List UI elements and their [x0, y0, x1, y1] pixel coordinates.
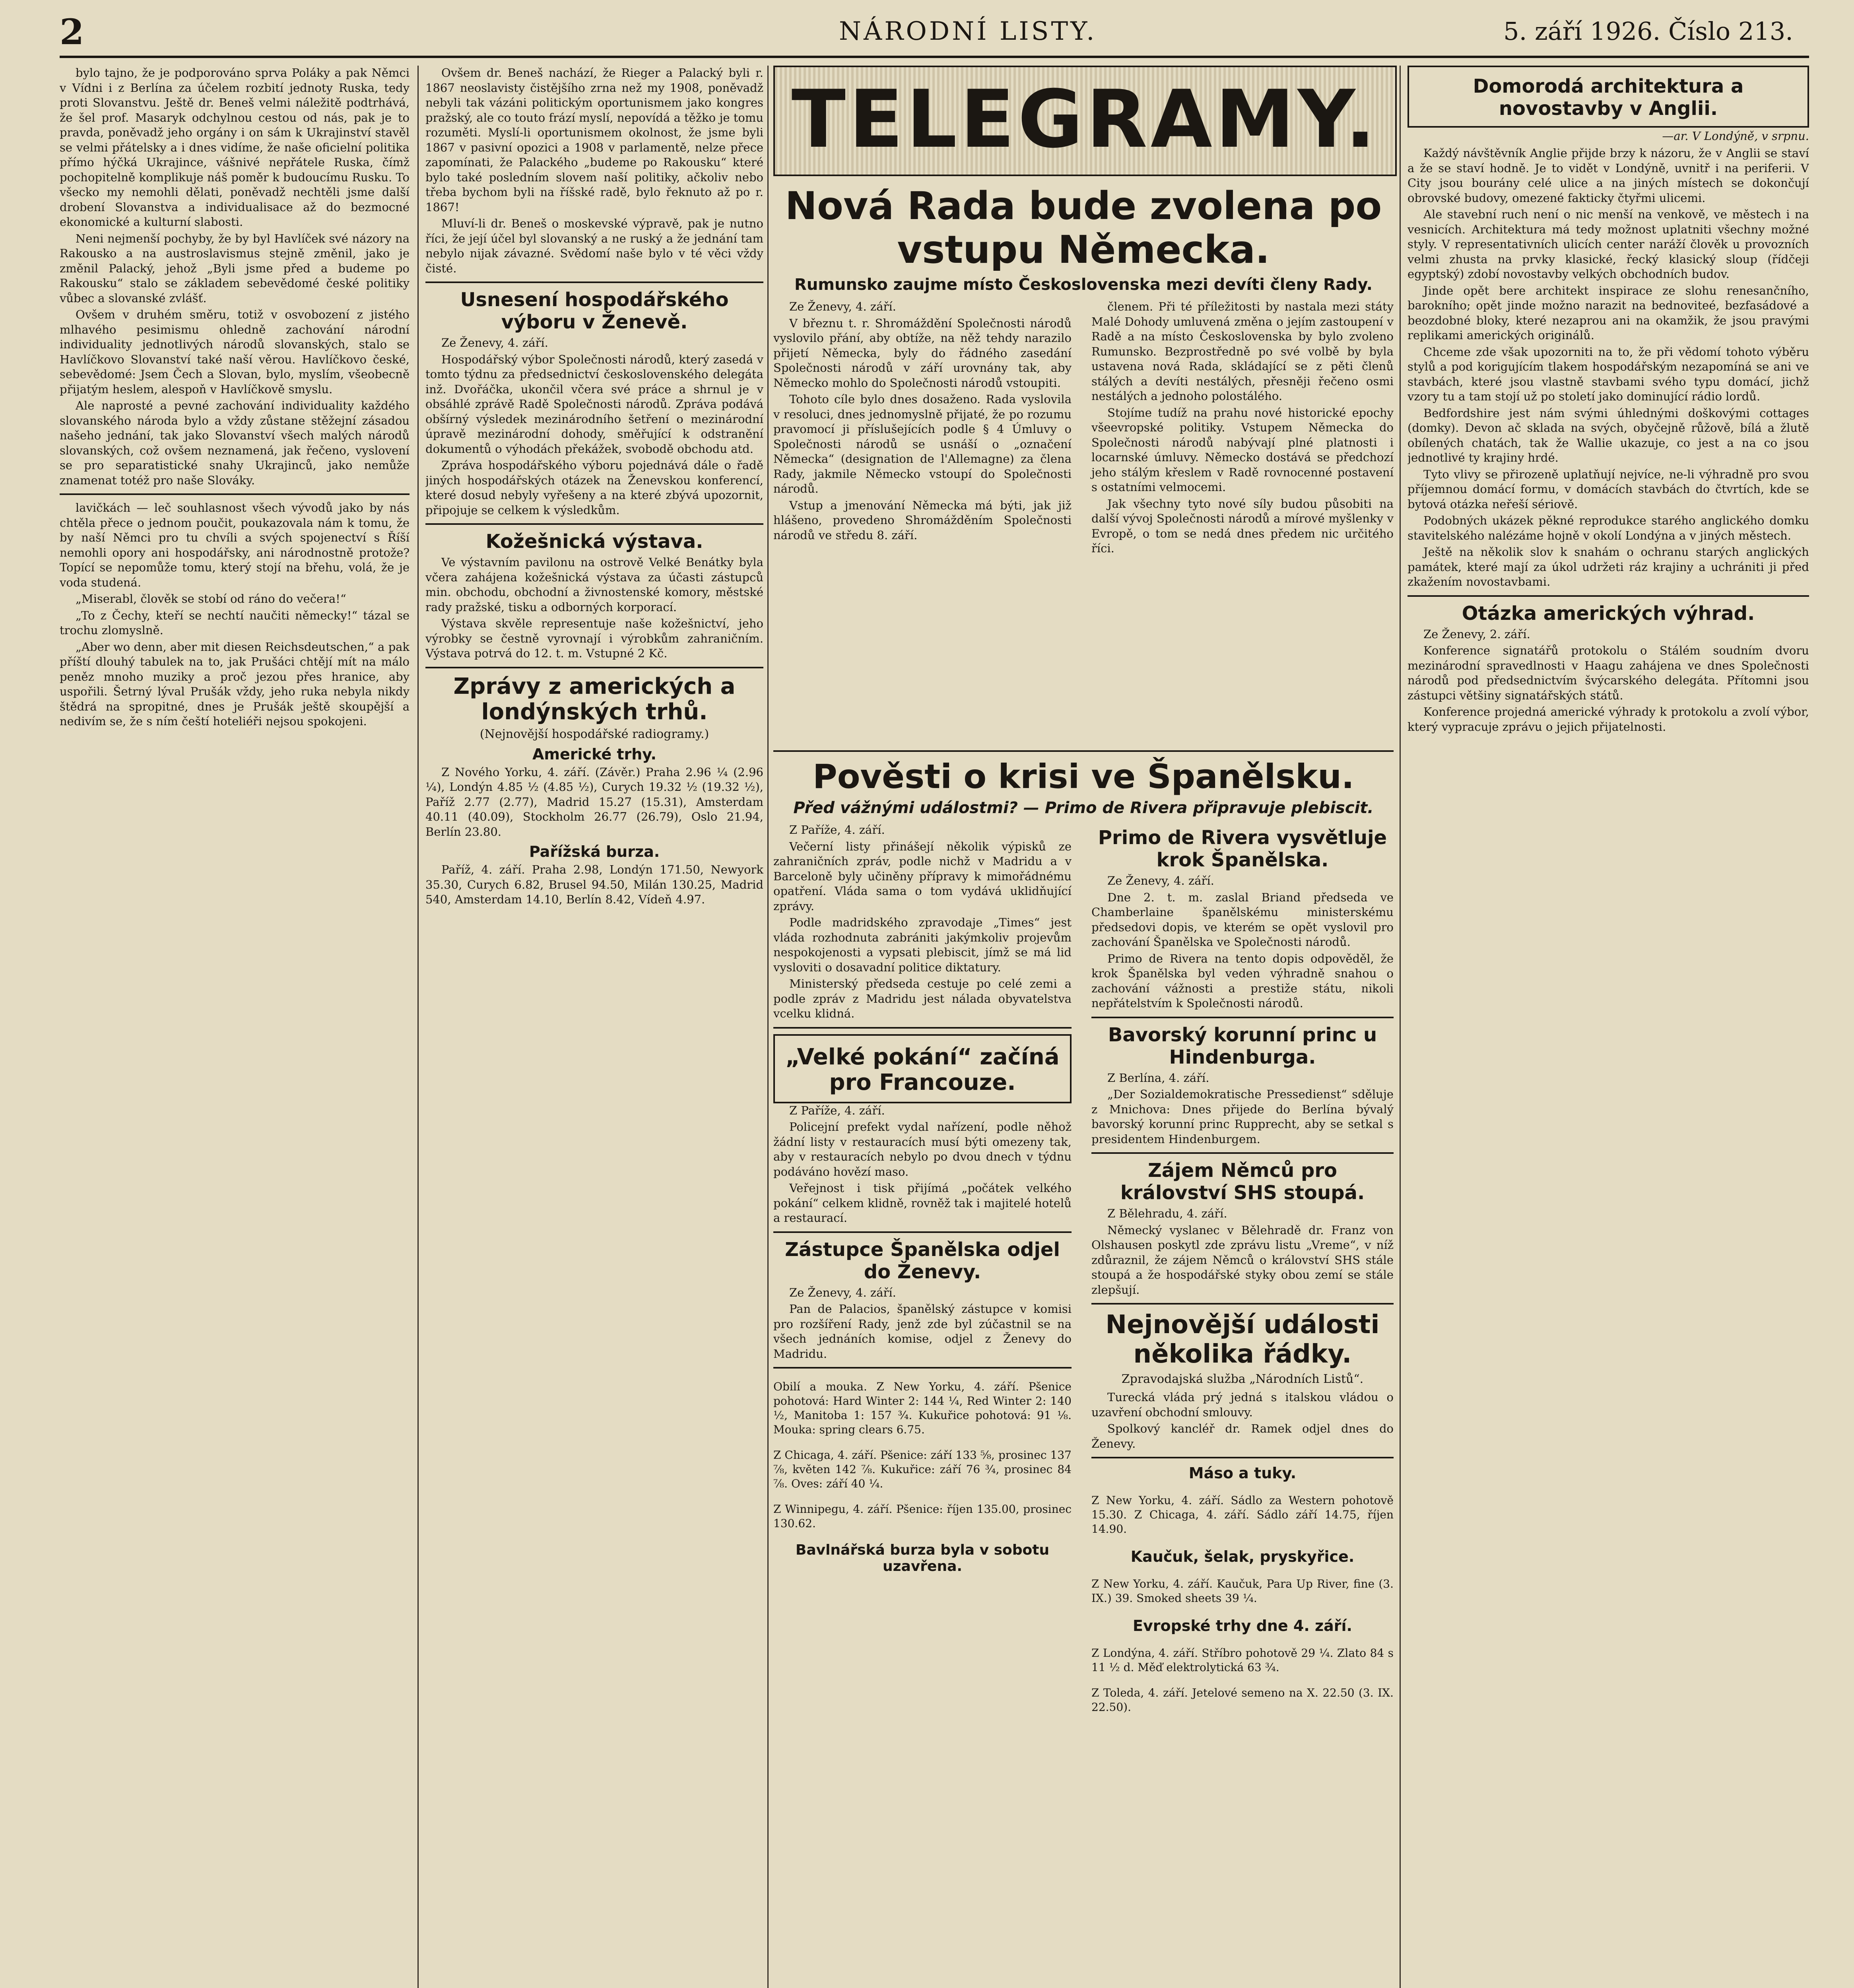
section-rule	[1091, 1017, 1394, 1018]
dateline: Ze Ženevy, 4. září.	[1107, 874, 1214, 887]
article-paragraph: Ještě na několik slov k snahám o ochranu starých anglických památek, které mají za úkol udržeti ráz krajiny a uchrániti ji před zkažením novostavbami.	[1407, 545, 1809, 588]
article-paragraph: V březnu t. r. Shromáždění Společnosti národů vyslovilo přání, aby obtíže, na něž tehdy narazilo přijetí Německa, byly do řádného zasedání Společnosti národů v září urovnány tak, aby Německo mohlo do Společnosti národů vstoupiti.	[773, 316, 1072, 390]
section-rule	[60, 493, 410, 495]
article-paragraph: členem. Při té příležitosti by nastala mezi státy Malé Dohody umluvená změna o jejím zastoupení v Radě a na místo Československa by bylo zvoleno Rumunsko. Bezprostředně po své volbě by byla ustavena nová Rada, skládající se z pěti členů stálých a devíti nestálých, přesněji řečeno osmi nestálých a jednoho polostálého.	[1091, 300, 1394, 403]
page-number: 2	[60, 11, 84, 52]
pokani-headline: „Velké pokání“ začíná pro Francouze.	[785, 1044, 1060, 1095]
article-paragraph: Spolkový kancléř dr. Ramek odjel dnes do Ženevy.	[1091, 1422, 1394, 1450]
article-paragraph: „Aber wo denn, aber mit diesen Reichsdeutschen,“ a pak příští dlouhý tabulek na to, jak Prušáci chtějí mít na málo peněz mnoho muziky a proč jezou přes hranice, aby uspořili. Šetrný lýval Prušák vždy, jeho ruka nebyla nikdy štědrá na spropitné, dnes je Prušák ještě skoupější a nedivím se, že s ním čeští hoteliéři nejsou spokojeni.	[60, 640, 410, 728]
telegramy-title: TELEGRAMY.	[791, 73, 1379, 166]
market-paragraph: Z Winnipegu, 4. září. Pšenice: říjen 135.00, prosinec 130.62.	[773, 1503, 1072, 1530]
article-paragraph: Z Nového Yorku, 4. září. (Závěr.) Praha 2.96 ¼ (2.96 ¼), Londýn 4.85 ½ (4.85 ½), Curych 19.32 ½ (19.32 ½), Paříž 2.77 (2.77), Madrid 15.27 (15.31), Amsterdam 40.11 (40.09), Stockholm 26.77 (26.79), Oslo 21.94, Berlín 23.80.	[425, 765, 763, 839]
article-paragraph: Hospodářský výbor Společnosti národů, který zasedá v tomto týdnu za předsednictví československého delegáta inž. Dvořáčka, ukončil včera své práce a shrnul je v obsáhlé zprávě Radě Společnosti národů. Zpráva podává obšírný výsledek mezinárodního šetření o mezinárodní úpravě mezinárodní dohody, směřující k odstranění dokumentů o výhodách překážek, svobodě obchodu atd.	[425, 352, 763, 456]
article-paragraph: Konference signatářů protokolu o Stálém soudním dvoru mezinárodní spravedlnosti v Haagu zahájena ve dnes Společnosti národů pod předsednictvím švýcarského delegáta. Přítomni jsou zástupci většiny signatářských států.	[1407, 644, 1809, 702]
article-paragraph: Zpráva hospodářského výboru pojednává dále o řadě jiných hospodářských otázek na Ženevskou konferencí, které dosud nebyly vyřešeny a na které zbývá upozornit, připojuje se celkem k výsledkům.	[425, 458, 763, 517]
dateline: Z Paříže, 4. září.	[789, 1103, 885, 1117]
zajem-headline: Zájem Němců pro království SHS stoupá.	[1120, 1159, 1365, 1204]
telegrams-left	[773, 823, 1072, 1578]
article-paragraph: Veřejnost i tisk přijímá „počátek velkého pokání“ celkem klidně, rovněž tak i majitelé hotelů a restaurací.	[773, 1181, 1072, 1225]
article-paragraph: Jinde opět bere architekt inspirace ze slohu renesančního, barokního; opět jinde možno narazit na bednoviteé, bezfasádové a beozdobné bloky, které nezaprou ani na okamžik, že jsou pravými replikami amerických originálů.	[1407, 283, 1809, 342]
article-paragraph: Dne 2. t. m. zaslal Briand předseda ve Chamberlaine španělskému ministerskému předsedovi dopis, ve kterém se opět vyslovil pro zachování Španělska ve Společnosti národů.	[1091, 890, 1394, 949]
section-rule	[773, 1367, 1072, 1369]
nejnovejsi-headline: Nejnovější události několika řádky.	[1105, 1310, 1380, 1369]
pokani-box	[773, 1034, 1072, 1103]
column-1	[60, 66, 410, 1988]
architecture-box	[1407, 66, 1809, 128]
dateline: Z Berlína, 4. září.	[1107, 1071, 1209, 1085]
dateline: Z Bělehradu, 4. září.	[1107, 1207, 1227, 1220]
dateline: Ze Ženevy, 4. září.	[789, 1285, 896, 1299]
section-rule	[1091, 1303, 1394, 1305]
lead-headline: Nová Rada bude zvolena po vstupu Německa.	[785, 184, 1382, 272]
lead-article	[773, 299, 1394, 745]
subheadline: Evropské trhy dne 4. září.	[1133, 1617, 1352, 1635]
section-rule	[1407, 595, 1809, 597]
headline-kozesnicka: Kožešnická výstava.	[485, 530, 703, 553]
article-paragraph: Večerní listy přinášejí několik výpisků ze zahraničních zpráv, podle nichž v Madridu a v Barceloně byly učiněny přípravy k mimořádnému opatření. Vláda sama o tom vydává uklidňující zprávy.	[773, 839, 1072, 913]
article-paragraph: Bedfordshire jest nám svými úhlednými doškovými cottages (domky). Devon ač sklada na svých, obyčejně růžově, bílá a žlutě obílených chatách, tak že Wallie ukazuje, co jest a na co jsou jednotlivé ty krajiny hrdé.	[1407, 406, 1809, 464]
article-paragraph: Policejní prefekt vydal nařízení, podle něhož žádní listy v restauracích musí býti omezeny tak, aby v restauracích nebylo po dvou dnech v týdnu podáváno hovězí maso.	[773, 1120, 1072, 1178]
market-paragraph: Obilí a mouka. Z New Yorku, 4. září. Pšenice pohotová: Hard Winter 2: 144 ¼, Red Winter 2: 140 ½, Manitoba 1: 157 ¾. Kukuřice pohotová: 91 ⅛. Mouka: spring clears 6.75.	[773, 1380, 1072, 1436]
article-paragraph: „Der Sozialdemokratische Pressedienst“ sděluje z Mnichova: Dnes přijede do Berlína bývalý bavorský korunní princ Rupprecht, aby se setkal s presidentem Hindenburgem.	[1091, 1087, 1394, 1146]
market-paragraph: Z New Yorku, 4. září. Kaučuk, Para Up River, fine (3. IX.) 39. Smoked sheets 39 ¼.	[1091, 1577, 1394, 1605]
lead-article-right	[1091, 299, 1394, 556]
article-paragraph: Chceme zde však upozorniti na to, že při vědomí tohoto výběru stylů a pod korigujícím tlakem hospodářským nezapomíná se ani ve stavbách, které jsou vlastně stavbami svého typu domácí, jichž vzory tu a tam stojí už po století jako dominující rádio lordů.	[1407, 345, 1809, 403]
article-paragraph: Ministerský předseda cestuje po celé zemi a podle zpráv z Madridu jest nálada obyvatelstva vcelku klidná.	[773, 977, 1072, 1020]
article-paragraph: Paříž, 4. září. Praha 2.98, Londýn 171.50, Newyork 35.30, Curych 6.82, Brusel 94.50, Milán 130.25, Madrid 540, Amsterdam 14.10, Berlín 8.42, Vídeň 4.97.	[425, 863, 763, 906]
architecture-headline: Domorodá architektura a novostavby v Anglii.	[1473, 75, 1744, 120]
article-paragraph: Neni nejmenší pochyby, že by byl Havlíček své názory na Rakousko a na austroslavismus stejně změnil, jako je změnil Palacký, jehož „Byli jsme před a budeme po Rakousku“ stalo se základem sebevědomé české politiky vůbec a slovanské zvlášť.	[60, 231, 410, 305]
headline-usneseni: Usnesení hospodářského výboru v Ženevě.	[460, 289, 729, 333]
article-paragraph: Tyto vlivy se přirozeně uplatňují nejvíce, ne-li výhradně pro svou příjemnou domácí formu, v domácích stavbách do čtvrtích, kde se bytová otázka neřeší sériově.	[1407, 467, 1809, 511]
section-rule	[425, 282, 763, 283]
market-paragraph: Z Chicaga, 4. září. Pšenice: září 133 ⅝, prosinec 137 ⅞, květen 142 ⅞. Kukuřice: září 76 ¾, prosinec 84 ⅞. Oves: září 40 ¼.	[773, 1448, 1072, 1490]
otazka-headline: Otázka amerických výhrad.	[1462, 602, 1755, 625]
article-paragraph: Pan de Palacios, španělský zástupce v komisi pro rozšíření Rady, jenž zde byl zúčastnil se na všech jednáních komise, odjel z Ženevy do Madridu.	[773, 1302, 1072, 1361]
subheadline: Kaučuk, šelak, pryskyřice.	[1130, 1548, 1355, 1565]
telegrams-right	[1091, 823, 1394, 1726]
article-paragraph: Stojíme tudíž na prahu nové historické epochy všeevropské politiky. Vstupem Německa do Společnosti národů nabývají plné platnosti i locarnské úmluvy. Německo dostává se předchozí jeho stálým křeslem v Radě rovnocenné postavení s ostatními velmocemi.	[1091, 406, 1394, 494]
lead-subheadline: Rumunsko zaujme místo Československa mezi devíti členy Rady.	[794, 276, 1373, 294]
spain-headline: Pověsti o krisi ve Španělsku.	[813, 757, 1354, 796]
article-paragraph: Každý návštěvník Anglie přijde brzy k názoru, že v Anglii se staví a že se staví hodně. Je to vidět v Londýně, uvnitř i na periferii. V City jsou bourány celé ulice a na jiných místech se dokončují obrovské budovy, omezené fakticky čtyřmi ulicemi.	[1407, 146, 1809, 205]
column-rule	[1400, 66, 1401, 1988]
article-paragraph: Turecká vláda prý jedná s italskou vládou o uzavření obchodní smlouvy.	[1091, 1390, 1394, 1419]
market-paragraph: Z New Yorku, 4. září. Sádlo za Western pohotově 15.30. Z Chicaga, 4. září. Sádlo září 14.75, říjen 14.90.	[1091, 1494, 1394, 1536]
section-rule	[1091, 1457, 1394, 1458]
column-rule	[767, 66, 769, 1988]
column-2	[425, 66, 763, 1988]
section-rule	[1091, 1152, 1394, 1154]
spain-subheadline: Před vážnými událostmi? — Primo de Rivera připravuje plebiscit.	[793, 799, 1374, 817]
dateline: Ze Ženevy, 2. září.	[1423, 627, 1530, 641]
dateline: Z Paříže, 4. září.	[789, 823, 885, 837]
article-paragraph: Tohoto cíle bylo dnes dosaženo. Rada vyslovila v resoluci, dnes jednomyslně přijaté, že po rozumu pravomocí ji příslušejících podle § 4 Úmluvy o Společnosti národů se usnáší o „označení Německa“ (designation de l'Allemagne) za člena Rady, jakmile Německo vstoupí do Společnosti národů.	[773, 392, 1072, 495]
section-rule	[425, 523, 763, 525]
subheadline: (Nejnovější hospodářské radiogramy.)	[480, 727, 709, 741]
bavorsky-headline: Bavorský korunní princ u Hindenburga.	[1108, 1023, 1377, 1068]
article-paragraph: Ale naprosté a pevné zachování individuality každého slovanského národa bylo a vždy zůstane stěžejní zásadou našeho jednání, tak jako Slovanství všech malých národů slovanských, což ovšem neznamená, jak řečeno, vyslovení se pro separatistické snahy Ukrajinců, jako nemůže znamenat totéž pro naše Slováky.	[60, 399, 410, 487]
telegramy-banner	[773, 66, 1397, 176]
article-paragraph: Ve výstavním pavilonu na ostrově Velké Benátky byla včera zahájena kožešnická výstava za účasti zástupců min. obchodu, obchodní a živnostenské komory, městské rady pražské, tisku a odborných korporací.	[425, 555, 763, 614]
issue-date: 5. září 1926. Číslo 213.	[1503, 17, 1793, 46]
lead-article-left	[773, 299, 1072, 543]
article-paragraph: Ale stavební ruch není o nic menší na venkově, ve městech i na vesnicích. Architektura má tedy možnost uplatniti všechny možné styly. V representativních ulicích center naráží člověk u provozních velmi zhusta na prvky klasické, řecký klasický sloup (řídčeji egyptský) zdobí novostavby velkých obchodních budov.	[1407, 208, 1809, 281]
article-paragraph: Výstava skvěle representuje naše kožešnictví, jeho výrobky se čestně vyrovnají i výrobkům zahraničním. Výstava potrvá do 12. t. m. Vstupné 2 Kč.	[425, 617, 763, 660]
section-rule	[773, 1231, 1072, 1233]
article-paragraph: bylo tajno, že je podporováno sprva Poláky a pak Němci v Vídni i z Berlína za účelem rozbití jednoty Ruska, tedy proti Slovanstvu. Ještě dr. Beneš velmi náležitě podtrhává, že šel prof. Masaryk odchylnou cestou od nás, pak je to pravda, poněvadž jeho orgány i on sám k Ukrajinství stavěl se velmi přátelsky a i dnes vidíme, že naše oficielní politika přímo hýčká Ukrajince, vášnivé nepřátele Ruska, čímž pochopitelně komplikuje náš poměr k budoucímu Rusku. To všecko my nemohli dělati, poněvadž nechtěli jsme další drobení Slovanstva a individualisace až do bezmocné ekonomické a kulturní slabosti.	[60, 66, 410, 229]
byline: —ar. V Londýně, v srpnu.	[1662, 129, 1809, 143]
market-paragraph: Z Londýna, 4. září. Stříbro pohotově 29 ¼. Zlato 84 s 11 ½ d. Měď elektrolytická 63 ¾.	[1091, 1646, 1394, 1674]
subheadline: Máso a tuky.	[1188, 1464, 1297, 1482]
subheadline: Americké trhy.	[532, 745, 656, 763]
telegrams-section	[773, 181, 1394, 1988]
lower-telegrams	[773, 823, 1394, 1988]
article-paragraph: Ovšem dr. Beneš nachází, že Rieger a Palacký byli r. 1867 neoslavisty čistějšího zrna než my 1908, poněvadž nebyli tak vázáni politickým oportunismem jako kongres pražský, ale co touto frází myslí, nepovídá a těžko je tomu rozuměti. Myslí-li oportunismem okolnost, že jsme byli 1867 v pasivní opozici a 1908 v parlamentě, nelze přece zapomínati, že Palackého „budeme po Rakousku“ které bylo také posledním slovem naší politiky, ačkoliv nebo třeba bychom byli na říšské radě, bylo řeknuto až po r. 1867!	[425, 66, 763, 214]
masthead	[60, 11, 1809, 55]
zastupce-headline: Zástupce Španělska odjel do Ženevy.	[785, 1238, 1060, 1283]
article-paragraph: Podobných ukázek pěkné reprodukce starého anglického domku stavitelského nalézáme hojně v okolí Londýna a v jiných městech.	[1407, 514, 1809, 542]
dateline: Ze Ženevy, 4. září.	[789, 300, 896, 313]
article-paragraph: lavičkách — leč souhlasnost všech vývodů jako by nás chtěla přece o jednom poučit, poukazovala nám k tomu, že by naší Němci pro tu chvíli a svých spojenectví s Říší nemohli opory ani hospodářsky, ani národnostně protože? Topící se nepomůže tomu, který stojí na břehu, volá, že je voda studená.	[60, 501, 410, 589]
section-rule	[425, 667, 763, 668]
article-paragraph: „Miserabl, člověk se stobí od ráno do večera!“	[76, 592, 346, 606]
bavlna-note: Bavlnářská burza byla v sobotu uzavřena.	[795, 1542, 1050, 1574]
article-paragraph: Primo de Rivera na tento dopis odpověděl, že krok Španělska byl veden výhradně snahou o zachování vážnosti a prestiže státu, nikoli nepřátelstvím k Společnosti národů.	[1091, 951, 1394, 1010]
section-rule	[773, 1027, 1072, 1029]
paper-name: NÁRODNÍ LISTY.	[839, 17, 1097, 46]
article-paragraph: Ovšem v druhém směru, totiž v osvobození z jistého mlhavého pesimismu ohledně zachování národní individuality jednotlivých národů slovanských, stalo se Havlíčkovo Slovanství také naší věrou. Havlíčkovo české, sebevědomé: Jsem Čech a Slovan, bylo, myslím, všeobecně přijatým heslem, alespoň v Havlíčkově smyslu.	[60, 308, 410, 396]
dateline: Ze Ženevy, 4. září.	[441, 336, 548, 349]
article-paragraph: Jak všechny tyto nové síly budou působiti na další vývoj Společnosti národů a mírové myšlenky v Evropě, o tom se nedá dnes předem nic určitého říci.	[1091, 497, 1394, 555]
column-rule	[417, 66, 419, 1988]
headline-zpravy: Zprávy z amerických a londýnských trhů.	[453, 673, 736, 725]
section-rule	[773, 750, 1394, 752]
column-5	[1407, 66, 1809, 1988]
masthead-rule	[60, 56, 1809, 58]
primo-headline: Primo de Rivera vysvětluje krok Španělska.	[1098, 827, 1387, 871]
article-paragraph: „To z Čechy, kteří se nechtí naučiti německy!“ tázal se trochu zlomyslně.	[60, 608, 410, 637]
subheadline: Pařížská burza.	[529, 843, 660, 860]
subheadline: Zpravodajská služba „Národních Listů“.	[1121, 1372, 1364, 1386]
article-paragraph: Mluví-li dr. Beneš o moskevské výpravě, pak je nutno říci, že její účel byl slovanský a ne ruský a že jednání tam nebylo nijak závazné. Svědomí naše bylo v té věci vždy čisté.	[425, 217, 763, 275]
article-paragraph: Podle madridského zpravodaje „Times“ jest vláda rozhodnuta zabrániti jakýmkoliv projevům nespokojenosti a vypsati plebiscit, jímž se má lid vysloviti o dosavadní politice diktatury.	[773, 916, 1072, 974]
article-paragraph: Vstup a jmenování Německa má býti, jak již hlášeno, provedeno Shromážděním Společnosti národů ve středu 8. září.	[773, 498, 1072, 542]
article-paragraph: Německý vyslanec v Bělehradě dr. Franz von Olshausen poskytl zde zprávu listu „Vreme“, v níž zdůraznil, že zájem Němců o království SHS stále stoupá a že hospodářské styky obou zemí se stále zlepšují.	[1091, 1223, 1394, 1297]
article-paragraph: Konference projedná americké výhrady k protokolu a zvolí výbor, který vypracuje zprávu o jejich přijatelnosti.	[1407, 705, 1809, 734]
market-paragraph: Z Toleda, 4. září. Jetelové semeno na X. 22.50 (3. IX. 22.50).	[1091, 1686, 1394, 1714]
